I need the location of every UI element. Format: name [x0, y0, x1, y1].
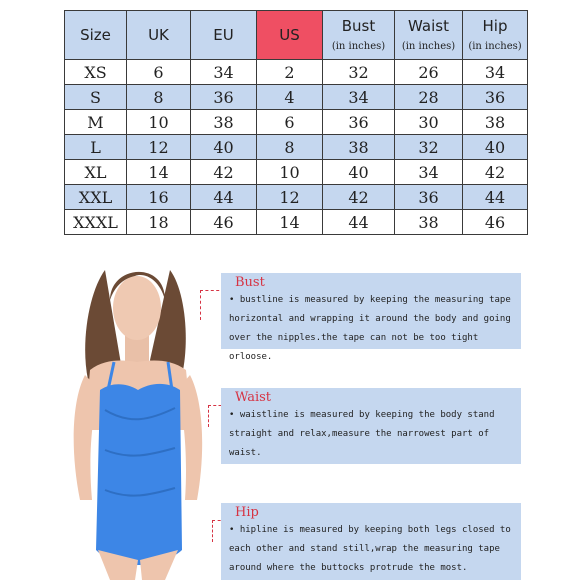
cell-eu: 38	[191, 110, 257, 135]
cell-uk: 14	[127, 160, 191, 185]
cell-uk: 10	[127, 110, 191, 135]
table-row	[65, 60, 528, 85]
cell-bust: 40	[323, 160, 395, 185]
cell-us: 6	[257, 110, 323, 135]
cell-hip: 46	[463, 210, 528, 235]
cell-hip: 42	[463, 160, 528, 185]
cell-bust: 38	[323, 135, 395, 160]
hip-guide-vertical	[212, 520, 213, 542]
cell-size: XL	[65, 160, 127, 185]
cell-eu: 46	[191, 210, 257, 235]
table-row	[65, 110, 528, 135]
cell-hip: 40	[463, 135, 528, 160]
cell-eu: 36	[191, 85, 257, 110]
cell-hip: 34	[463, 60, 528, 85]
bust-note	[221, 273, 521, 362]
model-illustration	[50, 250, 225, 580]
cell-uk: 8	[127, 85, 191, 110]
cell-bust: 44	[323, 210, 395, 235]
cell-us: 10	[257, 160, 323, 185]
hip-note-title: Hip	[235, 505, 259, 520]
cell-eu: 40	[191, 135, 257, 160]
bust-note-text: • bustline is measured by keeping the measuring tape horizontal and wrapping it around the body and going over the nipples.the tape can not be too tight orloose.	[229, 295, 511, 362]
cell-us: 12	[257, 185, 323, 210]
cell-bust: 42	[323, 185, 395, 210]
cell-us: 14	[257, 210, 323, 235]
cell-size: XXL	[65, 185, 127, 210]
cell-size: S	[65, 85, 127, 110]
cell-waist: 28	[395, 85, 463, 110]
header-size: Size	[65, 11, 127, 60]
cell-waist: 26	[395, 60, 463, 85]
cell-uk: 12	[127, 135, 191, 160]
cell-us: 2	[257, 60, 323, 85]
header-us: US	[257, 11, 323, 60]
table-header-row	[65, 11, 528, 60]
header-bust: Bust (in inches)	[323, 11, 395, 60]
cell-waist: 38	[395, 210, 463, 235]
cell-uk: 6	[127, 60, 191, 85]
cell-size: M	[65, 110, 127, 135]
cell-uk: 16	[127, 185, 191, 210]
table-body	[65, 60, 528, 235]
size-table	[64, 10, 528, 235]
header-hip: Hip (in inches)	[463, 11, 528, 60]
table-row	[65, 160, 528, 185]
table-row	[65, 85, 528, 110]
cell-bust: 32	[323, 60, 395, 85]
cell-waist: 34	[395, 160, 463, 185]
hip-note-text: • hipline is measured by keeping both legs closed to each other and stand still,wrap the measuring tape around where the buttocks protrude the most.	[229, 525, 511, 573]
cell-eu: 34	[191, 60, 257, 85]
cell-uk: 18	[127, 210, 191, 235]
cell-waist: 30	[395, 110, 463, 135]
cell-bust: 34	[323, 85, 395, 110]
waist-note-text: • waistline is measured by keeping the body stand straight and relax,measure the narrowest part of waist.	[229, 410, 495, 458]
hip-note	[221, 503, 521, 580]
header-uk: UK	[127, 11, 191, 60]
table-row	[65, 135, 528, 160]
cell-hip: 38	[463, 110, 528, 135]
cell-hip: 36	[463, 85, 528, 110]
header-waist: Waist (in inches)	[395, 11, 463, 60]
waist-guide-vertical	[208, 405, 209, 427]
cell-eu: 42	[191, 160, 257, 185]
table-row	[65, 210, 528, 235]
waist-note	[221, 388, 521, 464]
bust-guide-vertical	[200, 290, 201, 320]
header-eu: EU	[191, 11, 257, 60]
cell-size: XS	[65, 60, 127, 85]
cell-us: 4	[257, 85, 323, 110]
cell-eu: 44	[191, 185, 257, 210]
cell-size: XXXL	[65, 210, 127, 235]
table-row	[65, 185, 528, 210]
cell-size: L	[65, 135, 127, 160]
cell-us: 8	[257, 135, 323, 160]
cell-bust: 36	[323, 110, 395, 135]
waist-note-title: Waist	[235, 390, 272, 405]
cell-waist: 32	[395, 135, 463, 160]
cell-waist: 36	[395, 185, 463, 210]
cell-hip: 44	[463, 185, 528, 210]
bust-note-title: Bust	[235, 275, 265, 290]
